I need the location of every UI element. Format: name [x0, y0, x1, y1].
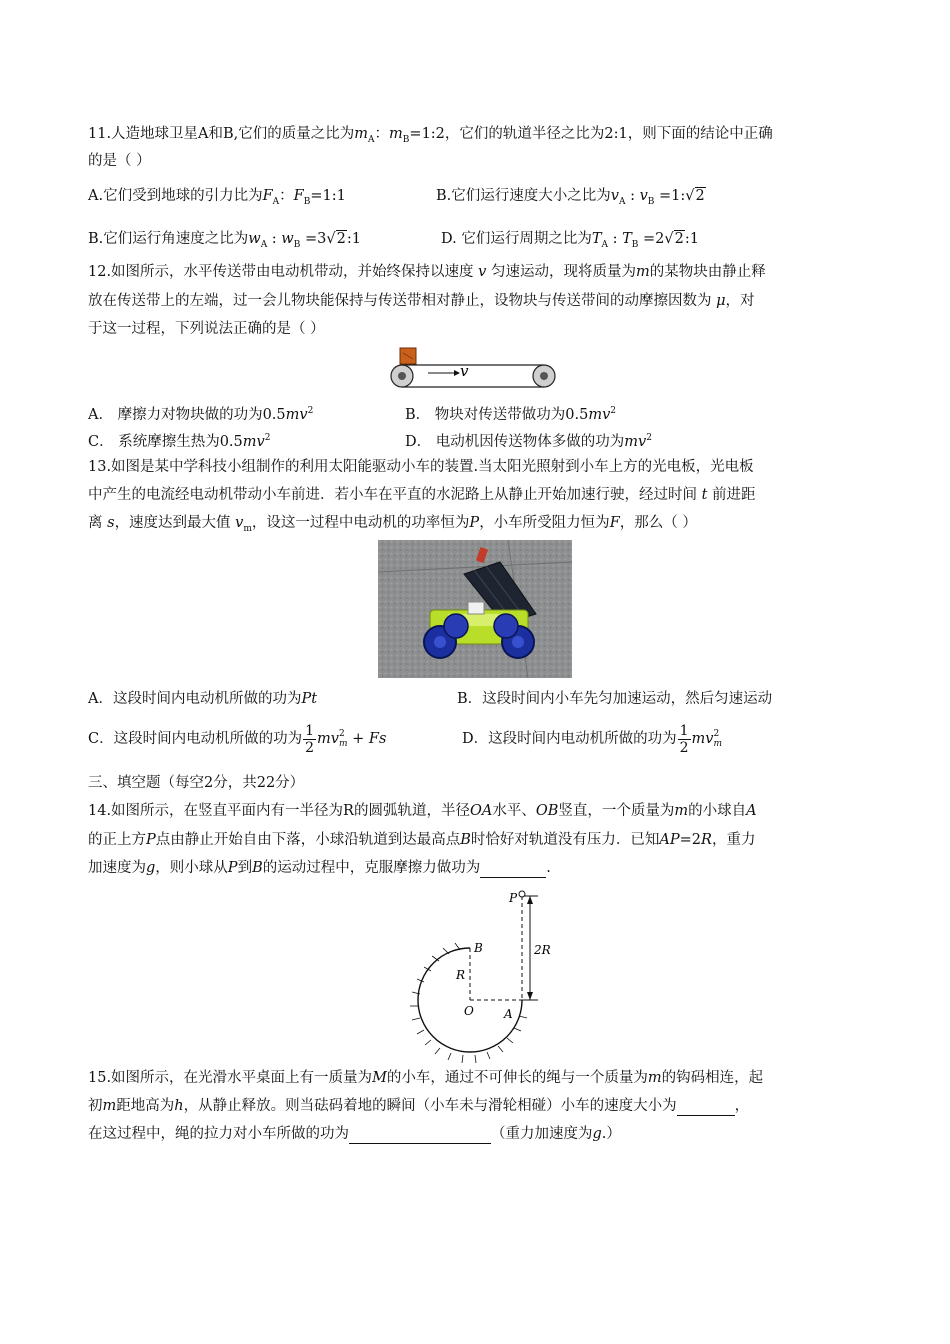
label-b: B	[474, 941, 483, 955]
q13-stem-line2: 中产生的电流经电动机带动小车前进．若小车在平直的水泥路上从静止开始加速行驶，经过时间 t 前进距	[88, 487, 756, 503]
q13-option-b: B．这段时间内小车先匀加速运动，然后匀速运动	[457, 691, 773, 707]
q12-option-b: B． 物块对传送带做功为$0.5mv^2$	[405, 406, 617, 423]
q14-stem-line2: 的正上方P点由静止开始自由下落，小球沿轨道到达最高点B时恰好对轨道没有压力．已知AP=2R，重力	[88, 832, 756, 848]
q11-option-b: B.它们运行速度大小之比为$v_A$ : $v_B$ =1:√2	[436, 188, 705, 207]
answer-blank[interactable]	[480, 861, 546, 878]
q12-option-d: D． 电动机因传送物体多做的功为$mv^2$	[405, 433, 652, 450]
q12-stem-line3: 于这一过程，下列说法正确的是（ ）	[88, 321, 325, 337]
solar-car-photo	[378, 540, 572, 678]
q13-option-a: A．这段时间内电动机所做的功为Pt	[88, 691, 318, 707]
q13-stem-line3: 离 s，速度达到最大值 $v_m$，设这一过程中电动机的功率恒为P，小车所受阻力恒为F，那么（ ）	[88, 515, 697, 534]
q14-stem-line1: 14.如图所示，在竖直平面内有一半径为R的圆弧轨道，半径OA水平、OB竖直，一个质量为m的小球自A	[88, 803, 757, 819]
q13-option-c: C．这段时间内电动机所做的功为 $\frac{1}{2}$ mv 2 m + Fs	[88, 722, 387, 756]
answer-blank-work[interactable]	[349, 1127, 491, 1144]
answer-blank-speed[interactable]	[677, 1099, 735, 1116]
sqrt-icon: √	[685, 188, 695, 204]
q11-option-a: A.它们受到地球的引力比为$F_A$：$F_B=1:1$	[88, 188, 346, 207]
q12-option-c: C． 系统摩擦生热为$0.5mv^2$	[88, 433, 271, 450]
q11-option-d: D. 它们运行周期之比为$T_A$ : $T_B$ =2√2:1	[441, 231, 699, 250]
section-heading: 三、填空题（每空2分，共22分）	[88, 775, 305, 791]
fraction-half: $\frac{1}{2}$	[305, 722, 315, 756]
q11-option-c: B.它们运行角速度之比为$w_A$ : $w_B$ =3√2:1	[88, 231, 361, 250]
q15-stem-line3: 在这过程中，绳的拉力对小车所做的功为 （重力加速度为g.）	[88, 1126, 621, 1142]
track-hatching	[410, 943, 527, 1063]
q12-option-a: A． 摩擦力对物块做的功为$0.5mv^2$	[88, 406, 314, 423]
q14-stem-line3: 加速度为g，则小球从P到B的运动过程中，克服摩擦力做功为 .	[88, 860, 551, 876]
sqrt-icon: √	[664, 231, 674, 247]
fraction-half: $\frac{1}{2}$	[679, 722, 689, 756]
velocity-label: v	[460, 362, 469, 380]
q13-stem-line1: 13.如图是某中学科技小组制作的利用太阳能驱动小车的装置.当太阳光照射到小车上方的光电板，光电板	[88, 459, 754, 475]
label-2r: 2R	[534, 943, 551, 957]
circular-track-figure	[400, 884, 560, 1064]
q12-stem-line1: 12.如图所示，水平传送带由电动机带动，并始终保持以速度 v 匀速运动，现将质量为m的某物块由静止释	[88, 264, 766, 280]
q13-option-d: D．这段时间内电动机所做的功为 $\frac{1}{2}$ mv 2 m	[462, 722, 723, 756]
q12-stem-line2: 放在传送带上的左端，过一会儿物块能保持与传送带相对静止，设物块与传送带间的动摩擦因数为 μ，对	[88, 293, 755, 309]
label-p: P	[509, 891, 518, 905]
q11-stem-line2: 的是（ ）	[88, 153, 151, 169]
conveyor-belt-figure	[388, 345, 560, 391]
label-r: R	[456, 968, 466, 982]
ball-icon	[519, 891, 525, 897]
q11-stem-line1: 11.人造地球卫星A和B,它们的质量之比为$m_A$：$m_B=1:2$，它们的轨道半径之比为2:1，则下面的结论中正确	[88, 126, 773, 145]
sqrt-icon: √	[326, 231, 336, 247]
label-a: A	[504, 1007, 513, 1021]
q15-stem-line1: 15.如图所示，在光滑水平桌面上有一质量为M的小车，通过不可伸长的绳与一个质量为m的钩码相连，起	[88, 1070, 764, 1086]
q15-stem-line2: 初m距地高为h，从静止释放。则当砝码着地的瞬间（小车未与滑轮相碰）小车的速度大小为 ，	[88, 1098, 750, 1114]
label-o: O	[464, 1004, 474, 1018]
